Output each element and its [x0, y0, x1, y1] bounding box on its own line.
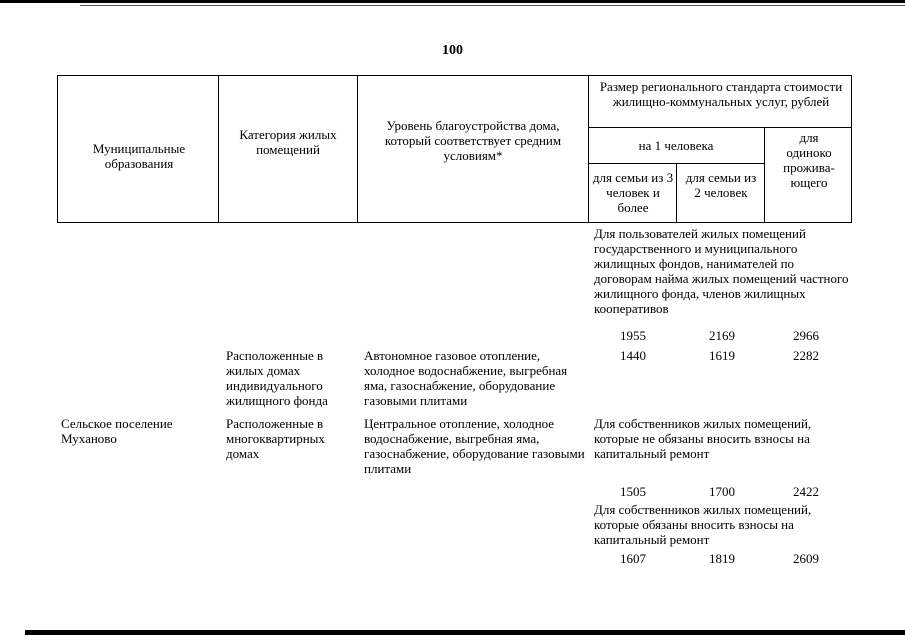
header-per-person: на 1 человека [638, 138, 714, 153]
header-single: для одиноко прожива-ющего [783, 130, 835, 190]
row1-level: Автономное газовое отопление, холодное водоснабжение, выгребная яма, газоснабжение, оборудование газовыми плитами [364, 348, 568, 408]
group1-value-single: 2966 [793, 328, 819, 343]
header-standard: Размер регионального стандарта стоимости жилищно-коммунальных услуг, рублей [599, 79, 843, 109]
scan-border-top-thin [80, 5, 905, 6]
header-family2: для семьи из 2 человек [685, 170, 757, 200]
row2-category: Расположенные в многоквартирных домах [226, 416, 325, 461]
header-level: Уровень благоустройства дома, который соответствует средним условиям* [384, 118, 562, 163]
row1-value-family2: 1619 [709, 348, 735, 363]
row1-value-single: 2282 [793, 348, 819, 363]
row2-level: Центральное отопление, холодное водоснабжение, выгребная яма, газоснабжение, оборудование газовыми плитами [364, 416, 585, 476]
page-number: 100 [442, 43, 463, 58]
group3-value-family3: 1607 [620, 551, 646, 566]
scan-border-top [0, 0, 905, 3]
group2-value-family3: 1505 [620, 484, 646, 499]
group3-label: Для собственников жилых помещений, которые обязаны вносить взносы на капитальный ремонт [594, 502, 812, 547]
group2-value-single: 2422 [793, 484, 819, 499]
group1-label: Для пользователей жилых помещений государственного и муниципального жилищных фондов, нанимателей по договорам найма жилых помещений частного жилищного фонда, членов жилищных кооперативов [594, 226, 849, 316]
group1-value-family2: 2169 [709, 328, 735, 343]
group3-value-single: 2609 [793, 551, 819, 566]
header-municipality: Муниципальные образования [92, 141, 186, 171]
group2-value-family2: 1700 [709, 484, 735, 499]
group1-value-family3: 1955 [620, 328, 646, 343]
scan-border-bottom [25, 630, 905, 635]
row1-category: Расположенные в жилых домах индивидуального жилищного фонда [226, 348, 328, 408]
group2-label: Для собственников жилых помещений, которые не обязаны вносить взносы на капитальный ремонт [594, 416, 812, 461]
header-category: Категория жилых помещений [239, 127, 337, 157]
municipality-name: Сельское поселение Муханово [61, 416, 173, 446]
row1-value-family3: 1440 [620, 348, 646, 363]
header-family3: для семьи из 3 человек и более [592, 170, 674, 215]
group3-value-family2: 1819 [709, 551, 735, 566]
